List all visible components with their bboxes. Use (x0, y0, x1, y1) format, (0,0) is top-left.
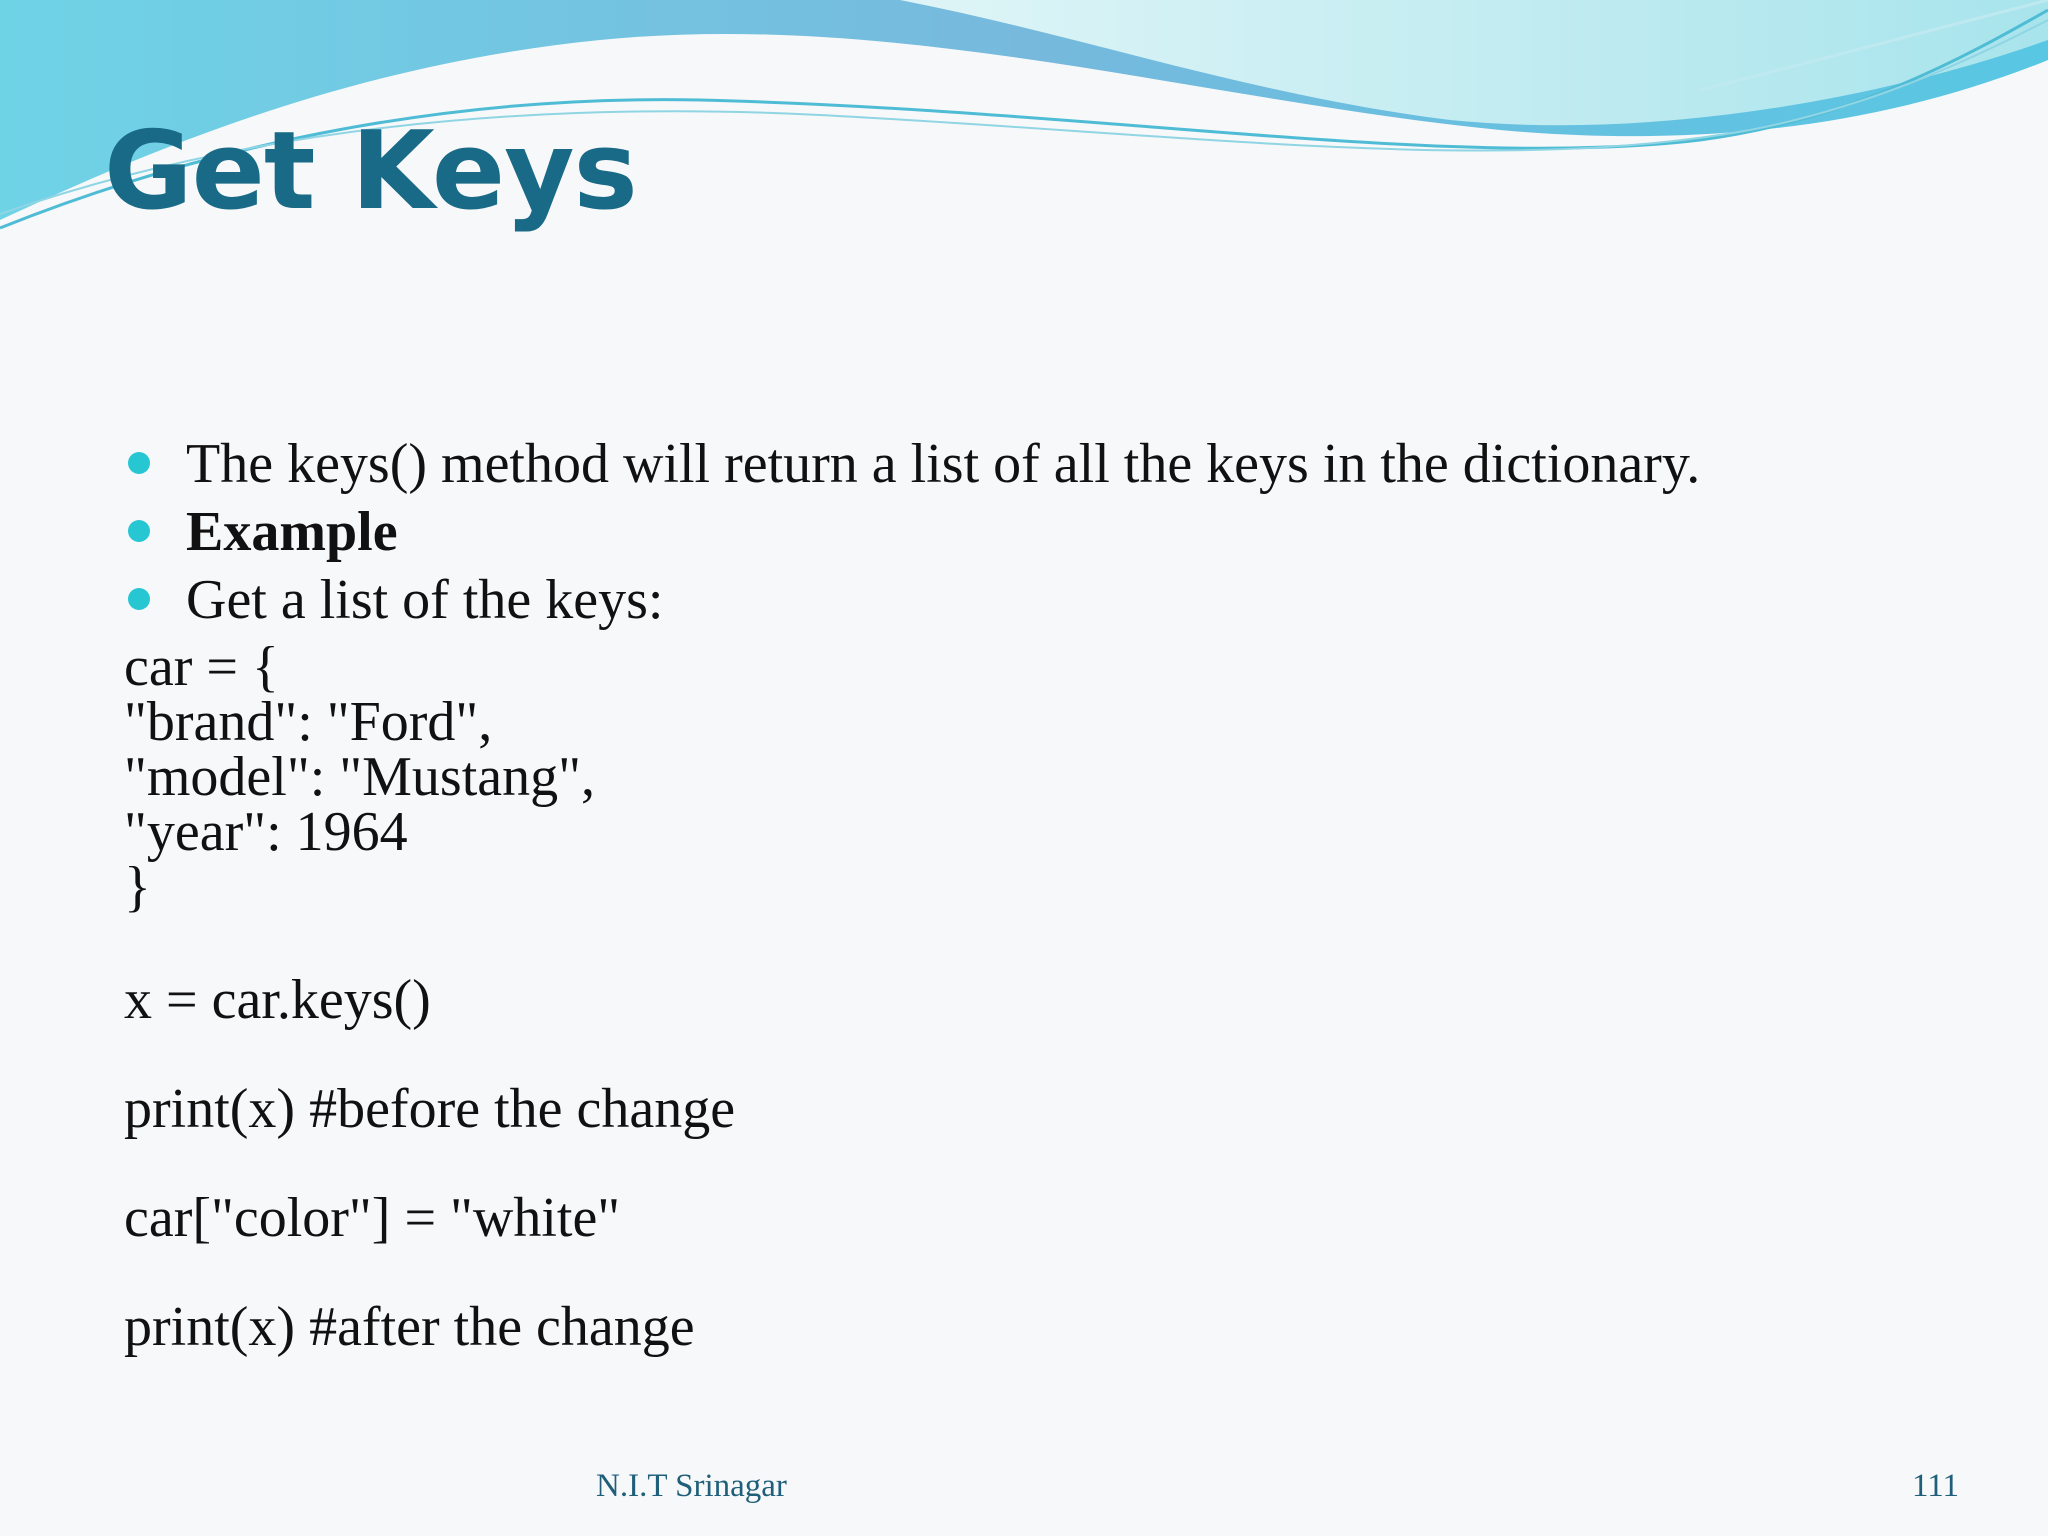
code-line: "model": "Mustang", (124, 746, 595, 808)
slide-title: Get Keys (104, 109, 637, 234)
code-line: x = car.keys() (124, 969, 431, 1031)
bullet-item (124, 430, 1700, 498)
bullet-text: Get a list of the keys: (186, 569, 664, 631)
bullet-item (124, 498, 1700, 566)
bullet-list (124, 430, 1700, 634)
bullet-dot-icon (128, 588, 150, 610)
bullet-text: Example (186, 501, 398, 563)
bullet-dot-icon (128, 520, 150, 542)
footer-source: N.I.T Srinagar (596, 1468, 787, 1504)
code-line: } (124, 856, 151, 918)
bullet-text: The keys() method will return a list of all the keys in the dictionary. (186, 433, 1701, 495)
code-line: car = { (124, 636, 279, 698)
code-line: car["color"] = "white" (124, 1187, 621, 1249)
bullet-item (124, 566, 1700, 634)
code-example (124, 636, 736, 1358)
bullet-dot-icon (128, 452, 150, 474)
page-number: 111 (1912, 1468, 1960, 1504)
code-line: "brand": "Ford", (124, 691, 493, 753)
code-line: print(x) #before the change (124, 1078, 736, 1140)
code-line: print(x) #after the change (124, 1296, 695, 1358)
code-line: "year": 1964 (124, 801, 408, 863)
